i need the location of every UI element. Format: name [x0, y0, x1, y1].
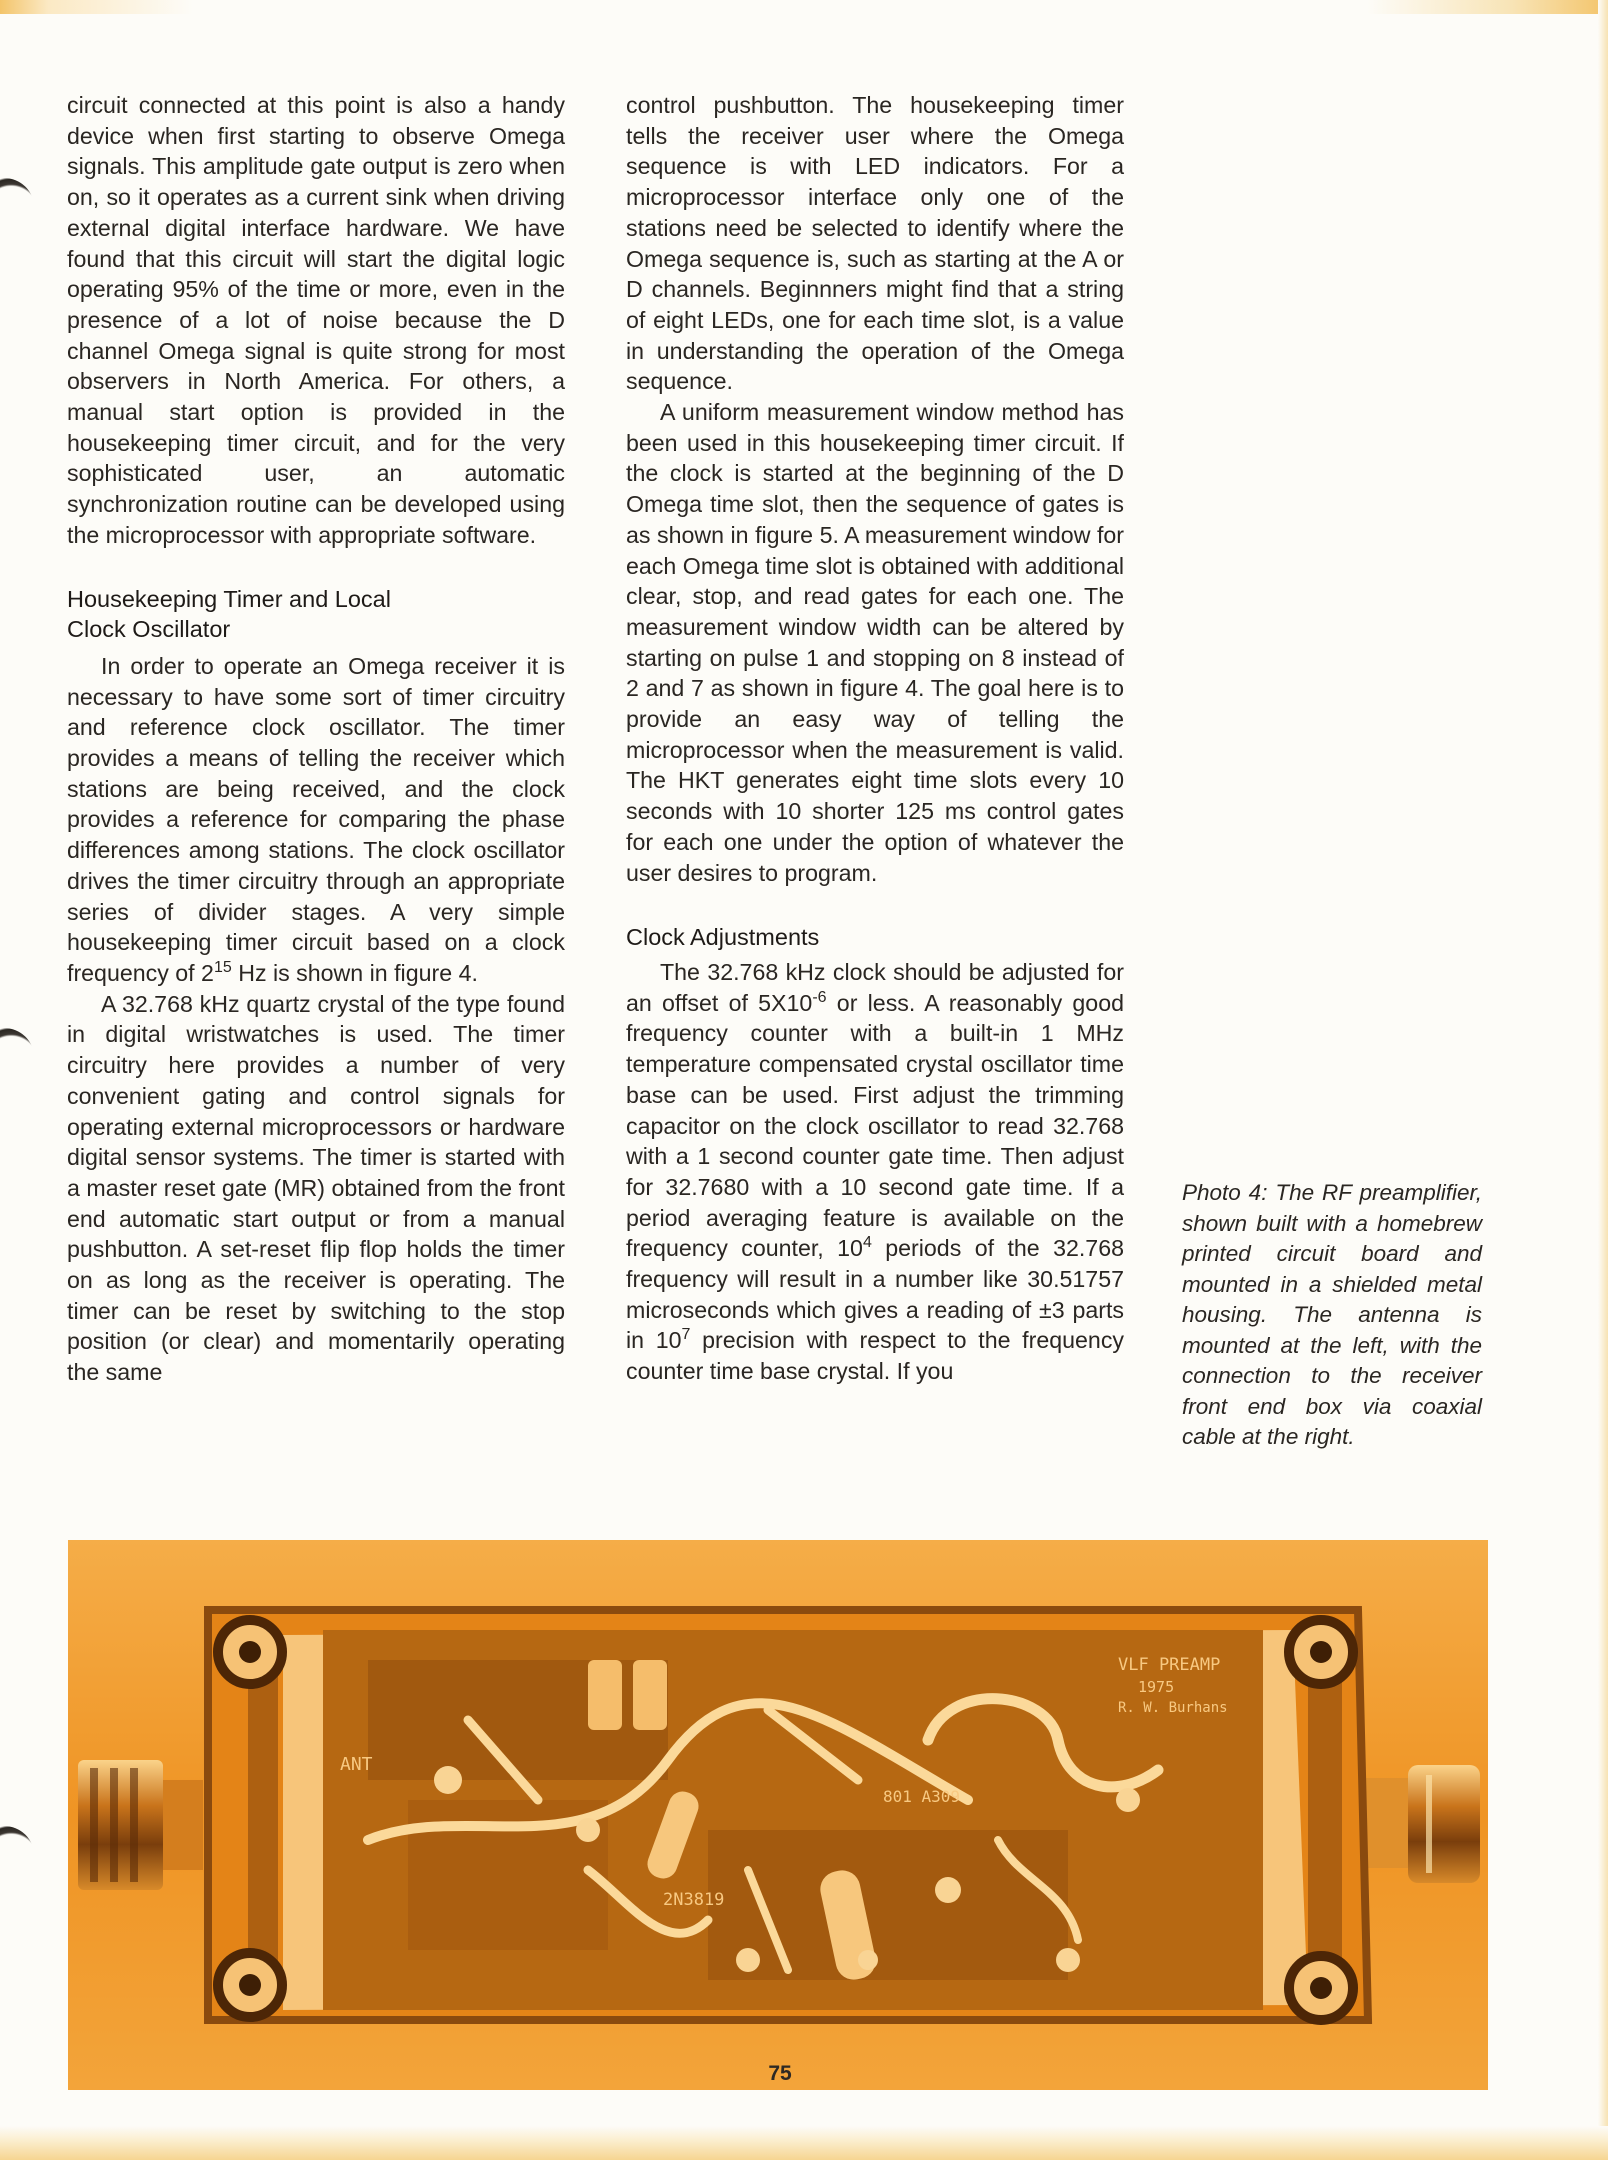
section-heading-clock-adjustments: Clock Adjustments: [626, 924, 820, 951]
rf-preamplifier-photo: [68, 1540, 1488, 2090]
body-paragraph: A uniform measurement window method has been used in this housekeeping timer circuit. If the clock is started at the beginning of the D Omega time slot, then the sequence of gates is as shown in figure 5. A measurement window for each Omega time slot is obtained with additional clear, stop, and read gates for each one. The measurement window width can be altered by starting on pulse 1 and stopping on 8 instead of 2 and 7 as shown in figure 4. The goal here is to provide an easy way of telling the microprocessor when the measurement is valid. The HKT generates eight time slots every 10 seconds with 10 shorter 125 ms control gates for each one under the option of whatever the user desires to program.: [626, 399, 1124, 886]
heading-line: Clock Oscillator: [67, 616, 231, 643]
text-run: periods of the 32.768 frequency will result in a number like 30.51757 microseconds which gives a reading of ±3 parts in 10: [626, 1235, 1124, 1354]
superscript: 7: [681, 1326, 691, 1344]
binder-hole-middle: [0, 1028, 34, 1086]
body-paragraph: [67, 651, 565, 989]
paper-edge-right: [1598, 0, 1608, 2160]
binder-hole-top: [0, 178, 34, 236]
paper-edge-top: [0, 0, 1608, 14]
right-column: [626, 90, 1124, 1387]
body-paragraph: [626, 957, 1124, 1387]
board-label: VLF PREAMP: [1118, 1655, 1221, 1675]
superscript: 15: [213, 958, 232, 976]
right-coax-connector: [1360, 1765, 1480, 1883]
text-run: Hz is shown in figure 4.: [231, 959, 478, 986]
heading-line: Housekeeping Timer and Local: [67, 585, 391, 612]
body-paragraph: control pushbutton. The housekeeping timer tells the receiver user where the Omega sequence is with LED indicators. For a microprocessor interface only one of the stations need be selected to identify where the Omega sequence is, such as starting at the A or D channels. Beginnners might find that a string of eight LEDs, one for each time slot, is a value in understanding the operation of the Omega sequence.: [626, 92, 1124, 395]
left-column: [67, 90, 565, 1388]
body-paragraph: circuit connected at this point is also a handy device when first starting to observe Omega signals. This amplitude gate output is zero when on, so it operates as a current sink when driving external digital interface hardware. We have found that this circuit will start the digital logic operating 95% of the time or more, even in the presence of a lot of noise because the D channel Omega signal is quite strong for most observers in North America. For others, a manual start option is provided in the housekeeping timer circuit, and for the very sophisticated user, an automatic synchronization routine can be developed using the microprocessor with appropriate software.: [67, 92, 565, 548]
board-label: 1975: [1138, 1678, 1175, 1696]
text-run: precision with respect to the frequency counter time base crystal. If you: [626, 1327, 1125, 1385]
text-run: In order to operate an Omega receiver it is necessary to have some sort of timer circuitry and reference clock oscillator. The timer provides a means of telling the receiver which stations are being received, and the clock provides a reference for comparing the phase differences among stations. The clock oscillator drives the timer circuitry through an appropriate series of divider stages. A very simple housekeeping timer circuit based on a clock frequency of 2: [67, 652, 565, 986]
board-label: 2N3819: [663, 1890, 725, 1910]
board-label: 801 A309: [883, 1787, 961, 1806]
photo-caption: Photo 4: The RF preamplifier, shown built with a homebrew printed circuit board and mounted in a shielded metal housing. The antenna is mounted at the left, with the connection to the receiver front end box via coaxial cable at the right.: [1182, 1180, 1482, 1449]
superscript: -6: [812, 988, 827, 1006]
board-label: R. W. Burhans: [1118, 1700, 1228, 1716]
board-label: ANT: [340, 1754, 373, 1775]
printed-circuit-board: [323, 1630, 1263, 2010]
binder-hole-bottom: [0, 1826, 34, 1884]
superscript: 4: [862, 1234, 872, 1252]
photo-illustration: [68, 1540, 1488, 2090]
text-run: The 32.768 kHz clock should be adjusted for an offset of 5X10: [626, 958, 1124, 1016]
body-paragraph: A 32.768 kHz quartz crystal of the type found in digital wristwatches is used. The timer circuitry here provides a number of very convenient gating and control signals for operating external microprocessors or hardware digital sensor systems. The timer is started with a master reset gate (MR) obtained from the front end automatic start output or from a manual pushbutton. A set-reset flip flop holds the timer on as long as the receiver is operating. The timer can be reset by switching to the stop position (or clear) and momentarily operating the same: [67, 990, 565, 1386]
page-number: 75: [768, 2062, 792, 2085]
paper-edge-bottom: [0, 2126, 1608, 2160]
section-heading-housekeeping: [67, 584, 565, 645]
text-run: or less. A reasonably good frequency counter with a built-in 1 MHz temperature compensated crystal oscillator time base can be used. First adjust the trimming capacitor on the clock oscillator to read 32.768 with a 1 second counter gate time. Then adjust for 32.7680 with a 10 second gate time. If a period averaging feature is available on the frequency counter, 10: [626, 989, 1124, 1262]
